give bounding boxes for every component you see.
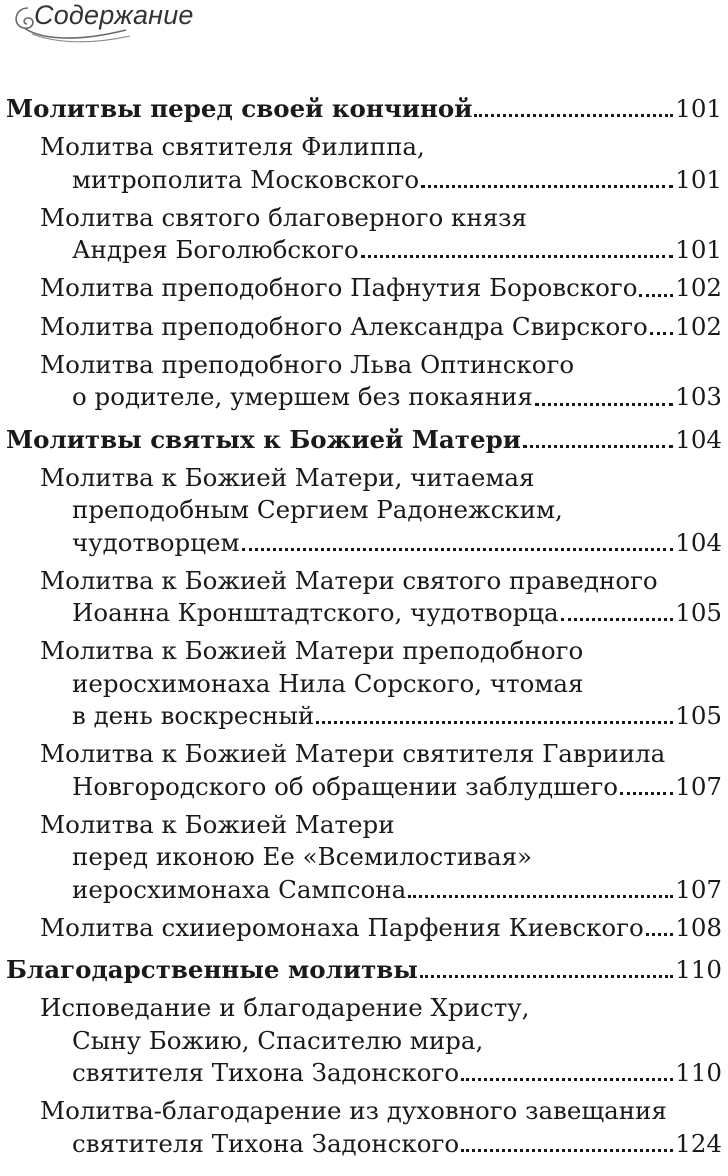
- toc-entry-line[interactable]: [6, 462, 722, 494]
- table-of-contents: [6, 93, 722, 1160]
- entry-page-number: 108: [675, 912, 722, 942]
- entry-text: Молитва к Божией Матери преподобного: [40, 636, 584, 666]
- entry-text: Молитва к Божией Матери святителя Гавриила: [40, 739, 666, 769]
- dot-leader: [561, 618, 674, 621]
- toc-entry-line[interactable]: [6, 311, 722, 343]
- section-page-number: 101: [675, 94, 722, 123]
- dot-leader: [420, 975, 673, 978]
- toc-entry-line[interactable]: [6, 565, 722, 597]
- dot-leader: [461, 1078, 673, 1081]
- entry-text: иеросхимонаха Сампсона: [72, 874, 407, 904]
- entry-text: иеросхимонаха Нила Сорского, чтомая: [72, 668, 584, 698]
- entry-page-number: 101: [675, 164, 722, 194]
- entry-text: Молитва к Божией Матери святого праведного: [40, 565, 658, 595]
- entry-text: Сыну Божию, Спасителю мира,: [72, 1025, 484, 1055]
- toc-entry-line[interactable]: [6, 771, 722, 803]
- entry-text: Молитва преподобного Льва Оптинского: [40, 350, 575, 380]
- entry-page-number: 104: [675, 527, 722, 557]
- entry-text: святителя Тихона Задонского: [72, 1058, 460, 1088]
- entry-text: Молитва преподобного Александра Свирского: [40, 311, 648, 341]
- toc-entry-line[interactable]: [6, 164, 722, 196]
- toc-entry-line[interactable]: [6, 527, 722, 559]
- dot-leader: [461, 1149, 673, 1152]
- entry-text: Иоанна Кронштадтского, чудотворца: [72, 598, 559, 628]
- entry-page-number: 103: [675, 382, 722, 412]
- entry-text: Новгородского об обращении заблудшего: [72, 771, 618, 801]
- dot-leader: [535, 403, 673, 406]
- toc-entry-line[interactable]: [6, 668, 722, 700]
- section-page-number: 110: [675, 955, 722, 985]
- toc-entry-line[interactable]: [6, 635, 722, 667]
- page-title: Содержание: [34, 0, 194, 30]
- entry-text: Молитва к Божией Матери: [40, 809, 395, 839]
- entry-page-number: 105: [675, 701, 722, 731]
- entry-text: Молитва-благодарение из духовного завещания: [40, 1096, 667, 1126]
- dot-leader: [421, 185, 673, 188]
- section-gap: [6, 944, 722, 954]
- toc-entry-line[interactable]: [6, 912, 722, 944]
- dot-leader: [523, 445, 673, 448]
- dot-leader: [650, 332, 673, 335]
- dot-leader: [474, 114, 673, 117]
- entry-page-number: 107: [675, 771, 722, 801]
- entry-text: Андрея Боголюбского: [72, 235, 359, 265]
- toc-entry-line[interactable]: [6, 841, 722, 873]
- dot-leader: [361, 255, 673, 258]
- section-page-number: 104: [675, 424, 722, 454]
- toc-entry-line[interactable]: [6, 1025, 722, 1057]
- entry-text: чудотворцем: [72, 527, 240, 557]
- entry-page-number: 105: [675, 598, 722, 628]
- dot-leader: [316, 721, 673, 724]
- entry-text: Молитва святителя Филиппа,: [40, 132, 425, 162]
- toc-entry-line[interactable]: [6, 381, 722, 413]
- entry-page-number: 102: [675, 273, 722, 303]
- entry-text: о родителе, умершем без покаяния: [72, 382, 533, 412]
- entry-text: Молитва святого благоверного князя: [40, 202, 527, 232]
- entry-text: в день воскресный: [72, 701, 315, 731]
- toc-entry-line[interactable]: [6, 1095, 722, 1127]
- entry-page-number: 101: [675, 235, 722, 265]
- toc-entry-line[interactable]: [6, 597, 722, 629]
- toc-section-heading[interactable]: [6, 424, 722, 456]
- dot-leader: [242, 548, 674, 551]
- dot-leader: [408, 895, 673, 898]
- toc-entry-line[interactable]: [6, 1128, 722, 1160]
- dot-leader: [620, 792, 673, 795]
- toc-entry-line[interactable]: [6, 738, 722, 770]
- toc-section-heading[interactable]: [6, 93, 722, 125]
- entry-text: преподобным Сергием Радонежским,: [72, 495, 563, 525]
- entry-page-number: 110: [675, 1058, 722, 1088]
- toc-entry-line[interactable]: [6, 700, 722, 732]
- entry-text: митрополита Московского: [72, 164, 420, 194]
- entry-text: святителя Тихона Задонского: [72, 1128, 460, 1158]
- entry-page-number: 107: [675, 874, 722, 904]
- entry-text: Молитва преподобного Пафнутия Боровского: [40, 273, 638, 303]
- section-title: Благодарственные молитвы: [6, 955, 418, 985]
- toc-entry-line[interactable]: [6, 1057, 722, 1089]
- toc-entry-line[interactable]: [6, 202, 722, 234]
- toc-entry-line[interactable]: [6, 809, 722, 841]
- toc-entry-line[interactable]: [6, 992, 722, 1024]
- toc-entry-line[interactable]: [6, 131, 722, 163]
- section-title: Молитвы святых к Божией Матери: [6, 424, 521, 454]
- toc-entry-line[interactable]: [6, 272, 722, 304]
- dot-leader: [646, 933, 673, 936]
- entry-text: Молитва схииеромонаха Парфения Киевского: [40, 912, 644, 942]
- entry-text: Молитва к Божией Матери, читаемая: [40, 462, 535, 492]
- toc-entry-line[interactable]: [6, 494, 722, 526]
- toc-section-heading[interactable]: [6, 954, 722, 986]
- section-gap: [6, 414, 722, 424]
- dot-leader: [639, 294, 673, 297]
- entry-text: Исповедание и благодарение Христу,: [40, 993, 530, 1023]
- entry-page-number: 102: [675, 311, 722, 341]
- toc-entry-line[interactable]: [6, 349, 722, 381]
- toc-entry-line[interactable]: [6, 874, 722, 906]
- toc-entry-line[interactable]: [6, 234, 722, 266]
- section-title: Молитвы перед своей кончиной: [6, 94, 473, 123]
- toc-header: [8, 0, 268, 48]
- entry-text: перед иконою Ее «Всемилостивая»: [72, 842, 533, 872]
- entry-page-number: 124: [675, 1128, 722, 1158]
